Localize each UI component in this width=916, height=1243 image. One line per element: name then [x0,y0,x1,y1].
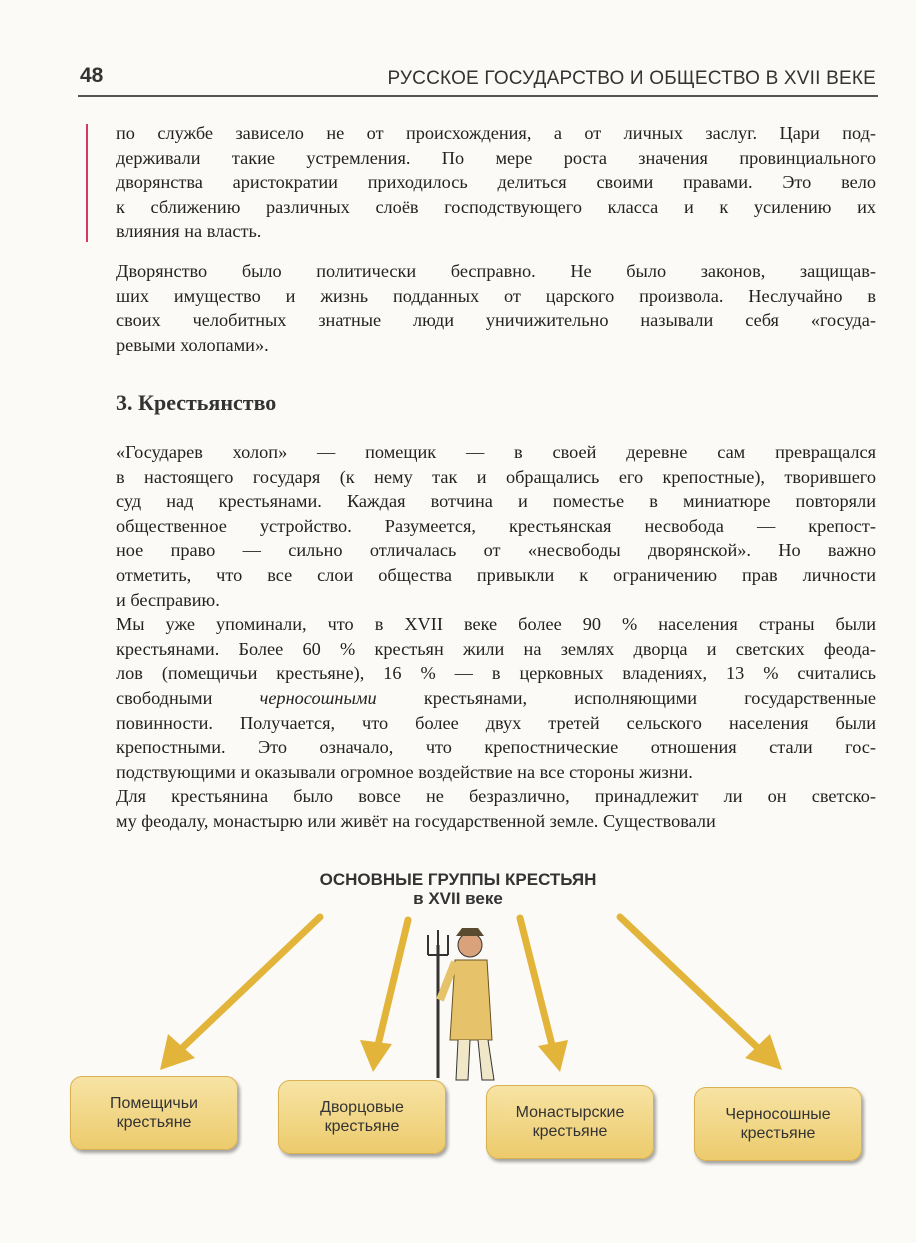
page-number: 48 [80,64,104,87]
arrow-1 [180,917,320,1050]
text-line: своих челобитных знатные люди уничижительно называли себя «госуда- [116,310,876,331]
text-line: в настоящего государя (к нему так и обращались его крепостные), творившего [116,466,876,487]
text-line: по службе зависело не от происхождения, а от личных заслуг. Цари под- [116,123,876,143]
text-line: Мы уже упоминали, что в XVII веке более 90 % населения страны были [116,614,876,635]
text-line: держивали такие устремления. По мере роста значения провинциального [116,147,876,168]
text-line: свободными черносошными крестьянами, исполняющими государственные [116,687,876,708]
text-line: Дворянство было политически бесправно. Не было законов, защищав- [116,261,876,281]
text-line: отметить, что все слои общества привыкли к ограничению прав личности [116,564,876,585]
arrow-4 [620,917,758,1048]
diagram-title-sub: в XVII веке [413,889,503,908]
text-line: общественное устройство. Разумеется, крестьянская несвобода — крепост- [116,515,876,536]
group-box-chernososhnye: Черносошные крестьяне [694,1087,862,1161]
emphasis: черносошными [259,687,377,708]
arrow-3 [520,918,552,1045]
arrowhead-2 [360,1040,392,1072]
text-line: крепостными. Это означало, что крепостнические отношения стали гос- [116,737,876,758]
text-line: подствующими и оказывали огромное воздействие на все стороны жизни. [116,761,693,782]
text-line: и бесправию. [116,589,220,610]
group-box-dvortsovye: Дворцовые крестьяне [278,1080,446,1154]
diagram-title-main: ОСНОВНЫЕ ГРУППЫ КРЕСТЬЯН [319,870,597,889]
peasant-illustration-icon [428,928,494,1080]
group-box-pomeshchichi: Помещичьи крестьяне [70,1076,238,1150]
text-line: ших имущество и жизнь подданных от царского произвола. Неслучайно в [116,285,876,306]
text-line: влияния на власть. [116,221,262,242]
text-line: к сближению различных слоёв господствующего класса и к усилению их [116,196,876,217]
text-line: му феодалу, монастырю или живёт на государственной земле. Существовали [116,810,716,831]
arrowhead-3 [538,1040,568,1072]
text-line: повинности. Получается, что более двух третей сельского населения были [116,712,876,733]
text-line: ревыми холопами». [116,334,269,355]
text-line: «Государев холоп» — помещик — в своей деревне сам превращался [116,442,876,462]
text-line: лов (помещичьи крестьяне), 16 % — в церковных владениях, 13 % считались [116,663,876,684]
text-line: крестьянами. Более 60 % крестьян жили на землях дворца и светских феода- [116,638,876,659]
group-box-monastyrskie: Монастырские крестьяне [486,1085,654,1159]
text-line: ное право — сильно отличалась от «несвободы дворянской». Но важно [116,540,876,561]
text-line: Для крестьянина было вовсе не безразлично, принадлежит ли он светско- [116,786,876,807]
section-heading: 3. Крестьянство [116,390,277,415]
text-line: дворянства аристократии приходилось делиться своими правами. Это вело [116,172,876,193]
running-title: РУССКОЕ ГОСУДАРСТВО И ОБЩЕСТВО В XVII ВЕКЕ [387,68,876,89]
arrow-2 [378,920,408,1045]
text-line: суд над крестьянами. Каждая вотчина и поместье в миниатюре повторяли [116,491,876,512]
